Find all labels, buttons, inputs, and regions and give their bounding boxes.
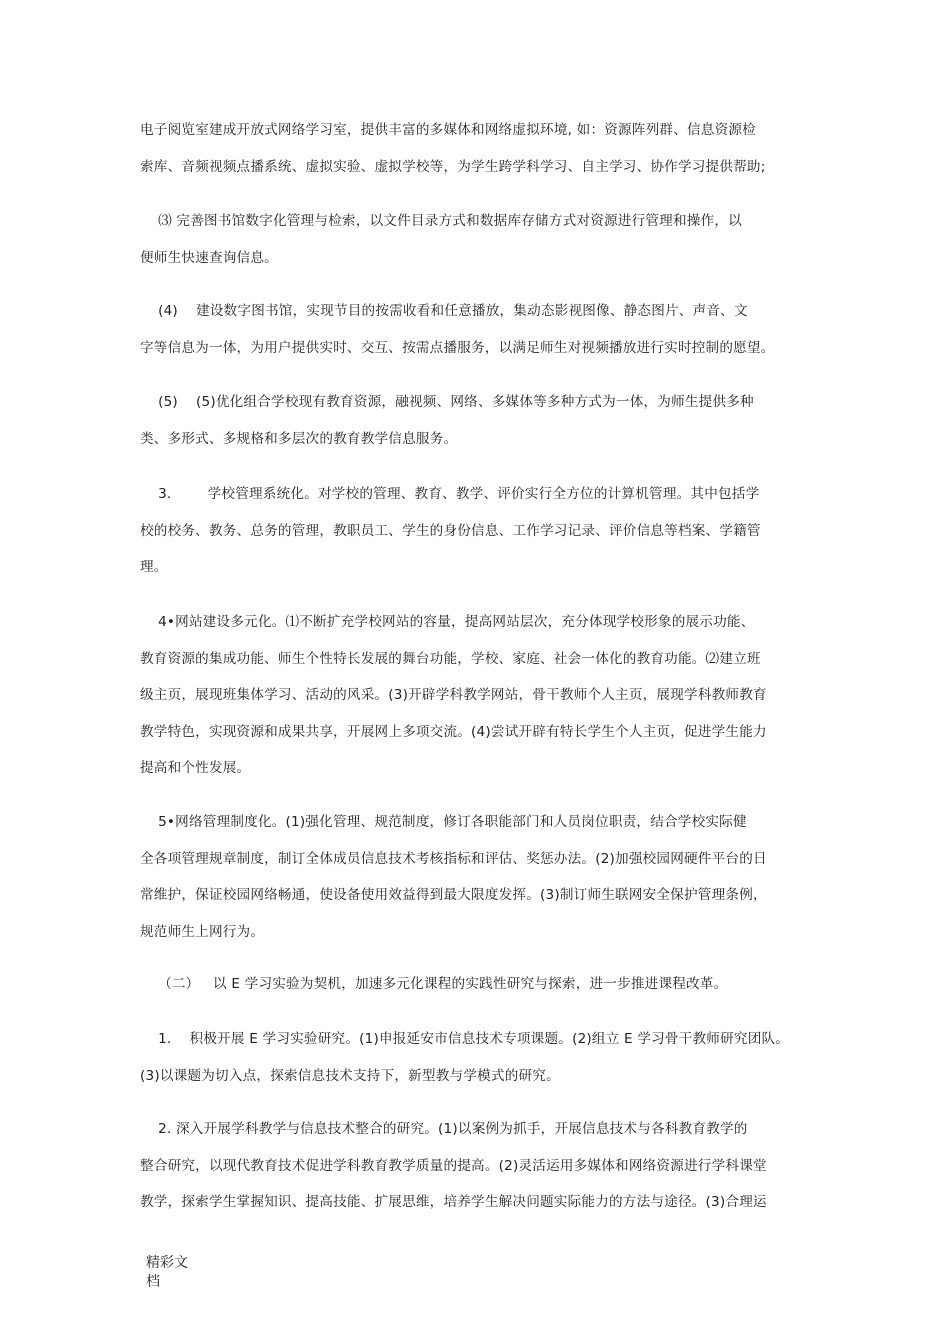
paragraph-4 bbox=[140, 384, 826, 457]
text-line: 教育资源的集成功能、师生个性特长发展的舞台功能，学校、家庭、社会一体化的教育功能。⑵建立班 bbox=[140, 650, 761, 667]
text-line: 校的校务、教务、总务的管理，教职员工、学生的身份信息、工作学习记录、评价信息等档案、学籍管 bbox=[140, 522, 761, 539]
text-line: （二） 以 E 学习实验为契机，加速多元化课程的实践性研究与探索，进一步推进课程改革。 bbox=[140, 976, 728, 992]
text-line: ⑶ 完善图书馆数字化管理与检索，以文件目录方式和数据库存储方式对资源进行管理和操作，以 bbox=[140, 213, 742, 229]
footer-label bbox=[146, 1254, 206, 1292]
text-line: (4) 建设数字图书馆，实现节目的按需收看和任意播放，集动态影视图像、静态图片、声音、文 bbox=[140, 303, 748, 319]
paragraph-2 bbox=[140, 203, 826, 276]
text-line: 5•网络管理制度化。(1)强化管理、规范制度，修订各职能部门和人员岗位职责，结合学校实际健 bbox=[140, 814, 747, 830]
text-line: 3. 学校管理系统化。对学校的管理、教育、教学、评价实行全方位的计算机管理。其中包括学 bbox=[140, 486, 760, 502]
text-line: 规范师生上网行为。 bbox=[140, 923, 265, 940]
text-line: 4•网站建设多元化。⑴不断扩充学校网站的容量，提高网站层次，充分体现学校形象的展示功能、 bbox=[140, 614, 755, 630]
paragraph-8 bbox=[140, 966, 826, 1003]
text-line: 教学特色，实现资源和成果共享，开展网上多项交流。(4)尝试开辟有特长学生个人主页，促进学生能力 bbox=[140, 723, 767, 740]
text-line: 级主页，展现班集体学习、活动的风采。(3)开辟学科教学网站，骨干教师个人主页，展现学科教师教育 bbox=[140, 687, 767, 703]
text-line: 教学，探索学生掌握知识、提高技能、扩展思维，培养学生解决问题实际能力的方法与途径。(3)合理运 bbox=[140, 1194, 767, 1210]
paragraph-10 bbox=[140, 1111, 826, 1221]
text-line: (5) (5)优化组合学校现有教育资源，融视频、网络、多媒体等多种方式为一体，为师生提供多种 bbox=[140, 394, 754, 410]
text-line: 整合研究，以现代教育技术促进学科教育教学质量的提高。(2)灵活运用多媒体和网络资源进行学科课堂 bbox=[140, 1157, 767, 1174]
text-line: 理。 bbox=[140, 559, 168, 575]
paragraph-5 bbox=[140, 476, 826, 586]
footer-line-2: 档 bbox=[146, 1274, 160, 1290]
text-line: 电子阅览室建成开放式网络学习室，提供丰富的多媒体和网络虚拟环境, 如：资源阵列群、信息资源检 bbox=[140, 122, 756, 138]
paragraph-3 bbox=[140, 293, 826, 366]
text-line: 提高和个性发展。 bbox=[140, 760, 251, 776]
text-line: 类、多形式、多规格和多层次的教育教学信息服务。 bbox=[140, 430, 458, 447]
text-line: 全各项管理规章制度，制订全体成员信息技术考核指标和评估、奖惩办法。(2)加强校园网硬件平台的日 bbox=[140, 850, 767, 867]
text-line: (3)以课题为切入点，探索信息技术支持下，新型教与学模式的研究。 bbox=[140, 1067, 560, 1084]
text-line: 索库、音频视频点播系统、虚拟实验、虚拟学校等，为学生跨学科学习、自主学习、协作学习提供帮助; bbox=[140, 158, 766, 175]
text-line: 2. 深入开展学科教学与信息技术整合的研究。(1)以案例为抓手，开展信息技术与各科教育教学的 bbox=[140, 1121, 748, 1137]
paragraph-7 bbox=[140, 804, 826, 950]
paragraph-9 bbox=[140, 1021, 826, 1094]
paragraph-1 bbox=[140, 112, 826, 185]
text-line: 1. 积极开展 E 学习实验研究。(1)申报延安市信息技术专项课题。(2)组立 E 学习骨干教师研究团队。 bbox=[140, 1031, 790, 1047]
text-line: 字等信息为一体，为用户提供实时、交互、按需点播服务，以满足师生对视频播放进行实时控制的愿望。 bbox=[140, 339, 775, 356]
text-line: 便师生快速查询信息。 bbox=[140, 249, 278, 266]
footer-line-1: 精彩文 bbox=[146, 1255, 188, 1271]
paragraph-6 bbox=[140, 604, 826, 787]
text-line: 常维护，保证校园网络畅通，使设备使用效益得到最大限度发挥。(3)制订师生联网安全保护管理条例， bbox=[140, 887, 767, 903]
